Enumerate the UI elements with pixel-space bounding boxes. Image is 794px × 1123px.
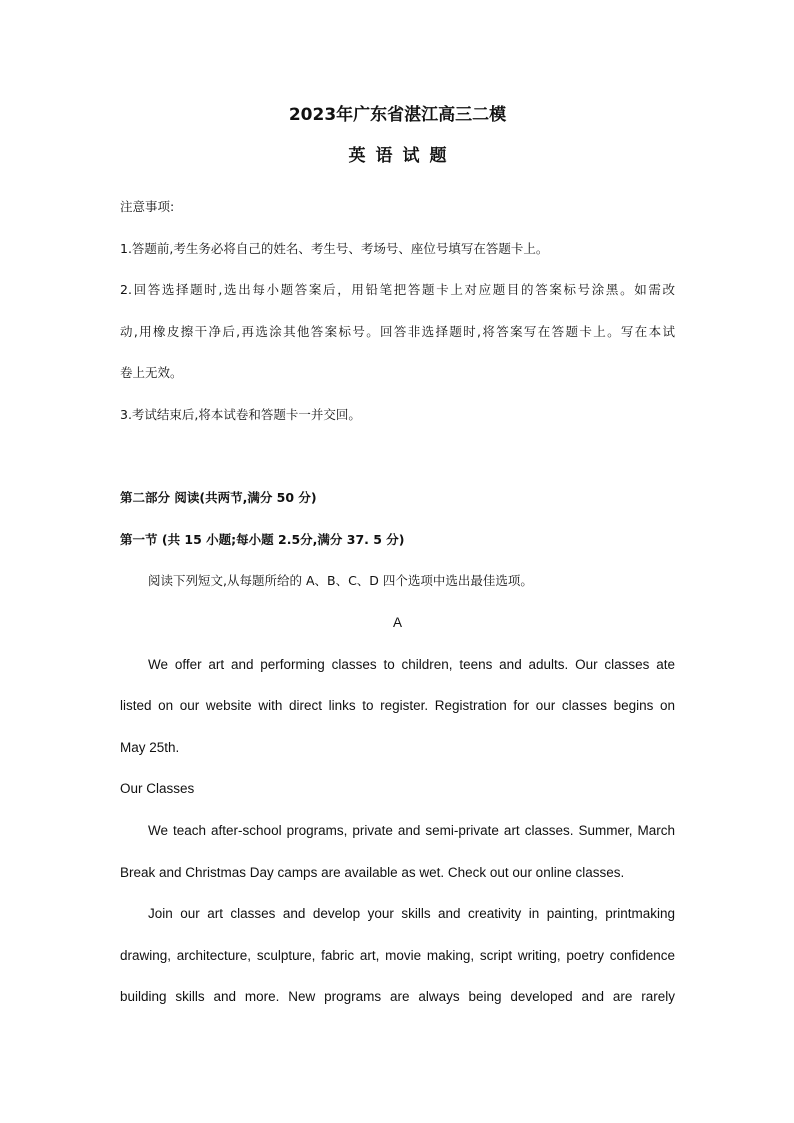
notice-label: 注意事项: <box>120 199 175 214</box>
passage-paragraph-3-line-2: drawing, architecture, sculpture, fabric art, movie making, script writing, poetry confidence <box>120 947 675 963</box>
exam-title: 2023年广东省湛江高三二模 <box>288 105 507 125</box>
passage-paragraph-1-line-1: We offer art and performing classes to children, teens and adults. Our classes ate <box>148 656 675 672</box>
notice-item-3: 3.考试结束后,将本试卷和答题卡一并交回。 <box>120 406 361 422</box>
passage-paragraph-2-line-2: Break and Christmas Day camps are available as wet. Check out our online classes. <box>120 864 625 880</box>
passage-paragraph-2-line-1: We teach after-school programs, private and semi-private art classes. Summer, March <box>148 822 675 838</box>
passage-paragraph-3-line-1: Join our art classes and develop your skills and creativity in painting, printmaking <box>148 906 675 922</box>
reading-instruction: 阅读下列短文,从每题所给的 A、B、C、D 四个选项中选出最佳选项。 <box>148 573 533 589</box>
notice-item-1: 1.答题前,考生务必将自己的姓名、考生号、考场号、座位号填写在答题卡上。 <box>120 240 549 256</box>
our-classes-heading: Our Classes <box>120 781 195 797</box>
passage-paragraph-3-line-3: building skills and more. New programs are always being developed and are rarely <box>120 989 675 1005</box>
passage-paragraph-1-line-3: May 25th. <box>120 739 180 755</box>
notice-item-2-line-3: 卷上无效。 <box>120 365 183 381</box>
section-one-heading: 第一节 (共 15 小题;每小题 2.5分,满分 37. 5 分) <box>120 531 405 547</box>
exam-page <box>120 100 675 1018</box>
notice-item-2-line-2: 动,用橡皮擦干净后,再选涂其他答案标号。回答非选择题时,将答案写在答题卡上。写在本试 <box>120 323 675 339</box>
notice-item-2-line-1: 2.回答选择题时,选出每小题答案后，用铅笔把答题卡上对应题目的答案标号涂黑。如需改 <box>120 282 675 298</box>
exam-subtitle: 英语试题 <box>348 146 457 166</box>
passage-letter: A <box>392 614 402 630</box>
passage-paragraph-1-line-2: listed on our website with direct links to register. Registration for our classes begins on <box>120 698 675 714</box>
part-two-heading: 第二部分 阅读(共两节,满分 50 分) <box>120 490 317 506</box>
spacer <box>120 436 675 478</box>
